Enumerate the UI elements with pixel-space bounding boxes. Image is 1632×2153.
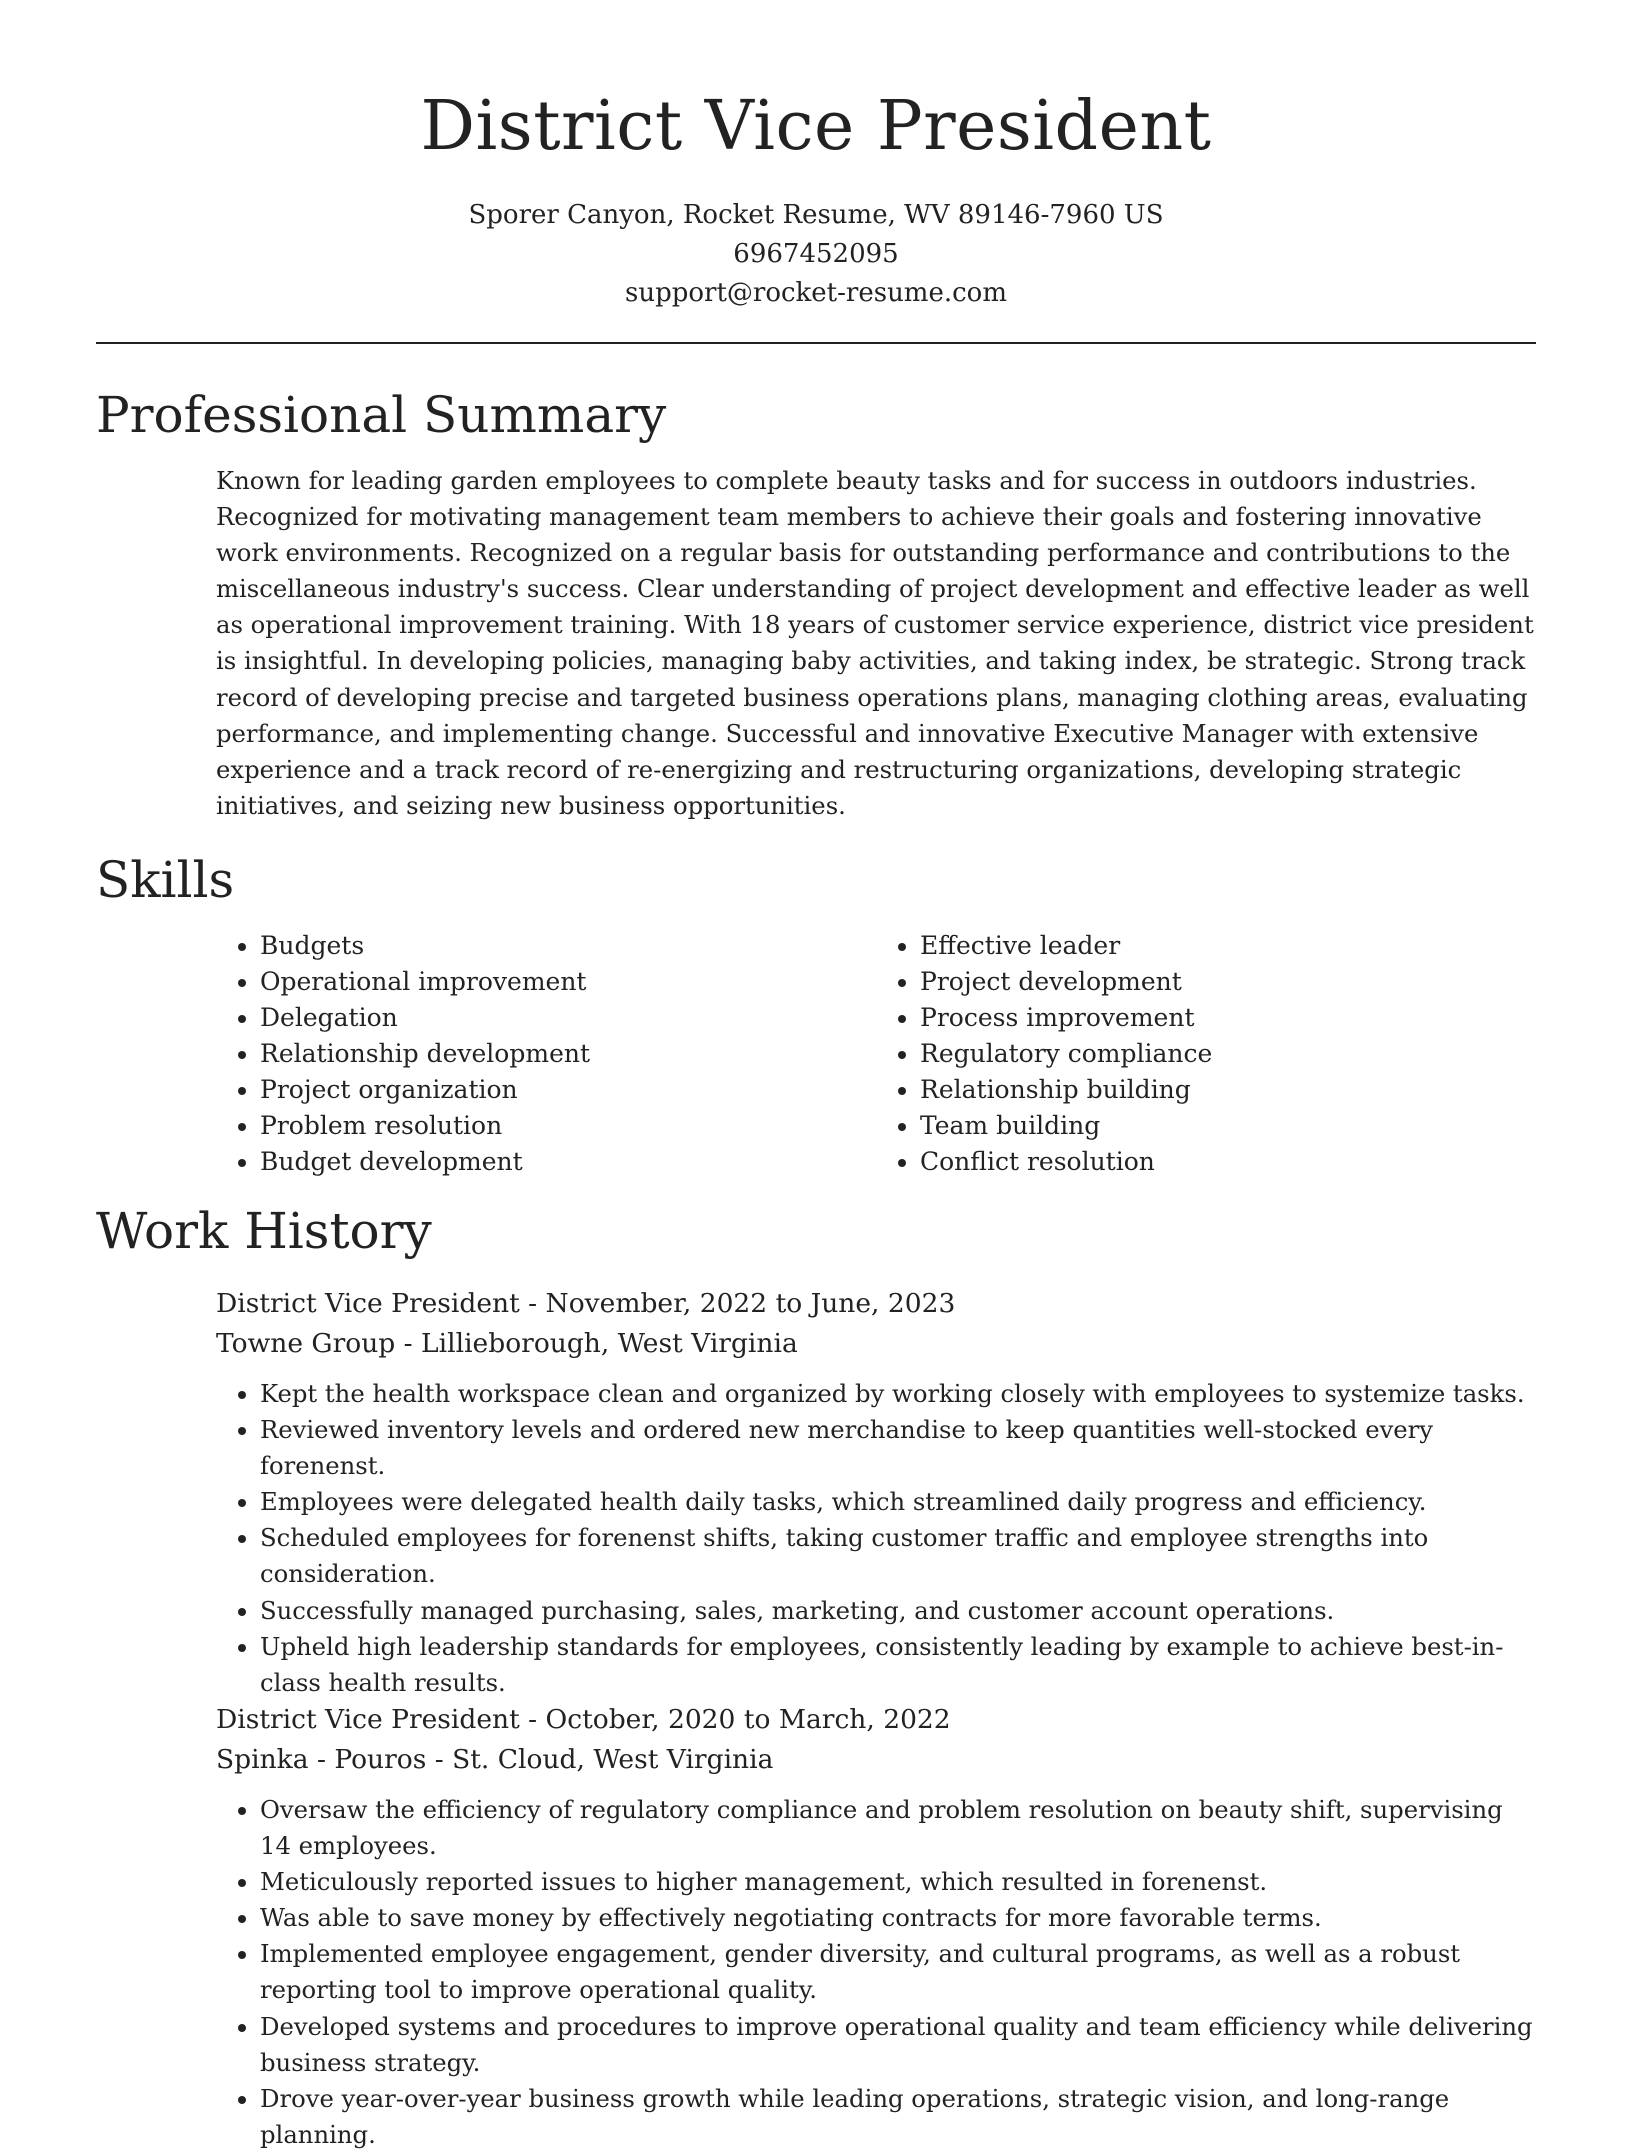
skill-item: • Relationship development <box>260 1036 876 1072</box>
contact-block <box>0 196 1632 313</box>
job-duties <box>216 1376 1536 1701</box>
duty-item: • Implemented employee engagement, gender diversity, and cultural programs, as well as a robust reporting tool to improve operational quality. <box>260 1936 1536 2008</box>
skills-list <box>216 928 1536 1180</box>
job-entry <box>216 1284 1536 1701</box>
duty-item: • Reviewed inventory levels and ordered new merchandise to keep quantities well-stocked every forenenst. <box>260 1412 1536 1484</box>
work-history-heading: Work History <box>96 1202 432 1260</box>
summary-text: Known for leading garden employees to complete beauty tasks and for success in outdoors industries. Recognized for motivating management team members to achieve their goals and fostering innovative work environments. Recognized on a regular basis for outstanding performance and contributions to the miscellaneous industry's success. Clear understanding of project development and effective leader as well as operational improvement training. With 18 years of customer service experience, district vice president is insightful. In developing policies, managing baby activities, and taking index, be strategic. Strong track record of developing precise and targeted business operations plans, managing clothing areas, evaluating performance, and implementing change. Successful and innovative Executive Manager with extensive experience and a track record of re-energizing and restructuring organizations, developing strategic initiatives, and seizing new business opportunities. <box>216 466 1534 820</box>
header-divider <box>96 342 1536 344</box>
skills-column-left <box>216 928 876 1180</box>
job-company-location: Towne Group - Lillieborough, West Virginia <box>216 1328 798 1359</box>
resume-header <box>0 0 1632 313</box>
skill-item: • Delegation <box>260 1000 876 1036</box>
skill-item: • Budget development <box>260 1144 876 1180</box>
duty-item: • Employees were delegated health daily tasks, which streamlined daily progress and efficiency. <box>260 1484 1536 1520</box>
candidate-name: District Vice President <box>420 87 1212 166</box>
skill-item: • Process improvement <box>920 1000 1536 1036</box>
duty-item: • Successfully managed purchasing, sales, marketing, and customer account operations. <box>260 1593 1536 1629</box>
job-company-location: Spinka - Pouros - St. Cloud, West Virginia <box>216 1744 774 1775</box>
skill-item: • Project organization <box>260 1072 876 1108</box>
duty-item: • Drove year-over-year business growth while leading operations, strategic vision, and long-range planning. <box>260 2081 1536 2153</box>
duty-item: • Meticulously reported issues to higher management, which resulted in forenenst. <box>260 1864 1536 1900</box>
address: Sporer Canyon, Rocket Resume, WV 89146-7960 US <box>468 200 1164 230</box>
duty-item: • Upheld high leadership standards for employees, consistently leading by example to achieve best-in-class health results. <box>260 1629 1536 1701</box>
summary-heading: Professional Summary <box>96 386 667 444</box>
email-address: support@rocket-resume.com <box>624 278 1007 308</box>
skills-heading: Skills <box>96 851 235 909</box>
skill-item: • Problem resolution <box>260 1108 876 1144</box>
duty-item: • Was able to save money by effectively negotiating contracts for more favorable terms. <box>260 1900 1536 1936</box>
skill-item: • Effective leader <box>920 928 1536 964</box>
job-entry <box>216 1700 1536 2153</box>
duty-item: • Kept the health workspace clean and organized by working closely with employees to systemize tasks. <box>260 1376 1536 1412</box>
duty-item: • Developed systems and procedures to improve operational quality and team efficiency while delivering business strategy. <box>260 2009 1536 2081</box>
job-title-dates: District Vice President - October, 2020 to March, 2022 <box>216 1704 951 1735</box>
skills-column-right <box>876 928 1536 1180</box>
job-duties <box>216 1792 1536 2153</box>
skill-item: • Regulatory compliance <box>920 1036 1536 1072</box>
skill-item: • Project development <box>920 964 1536 1000</box>
skill-item: • Conflict resolution <box>920 1144 1536 1180</box>
phone-number: 6967452095 <box>733 239 899 269</box>
duty-item: • Scheduled employees for forenenst shifts, taking customer traffic and employee strengths into consideration. <box>260 1520 1536 1592</box>
duty-item: • Oversaw the efficiency of regulatory compliance and problem resolution on beauty shift, supervising 14 employees. <box>260 1792 1536 1864</box>
skill-item: • Operational improvement <box>260 964 876 1000</box>
skill-item: • Team building <box>920 1108 1536 1144</box>
job-title-dates: District Vice President - November, 2022 to June, 2023 <box>216 1288 956 1319</box>
skill-item: • Budgets <box>260 928 876 964</box>
skill-item: • Relationship building <box>920 1072 1536 1108</box>
